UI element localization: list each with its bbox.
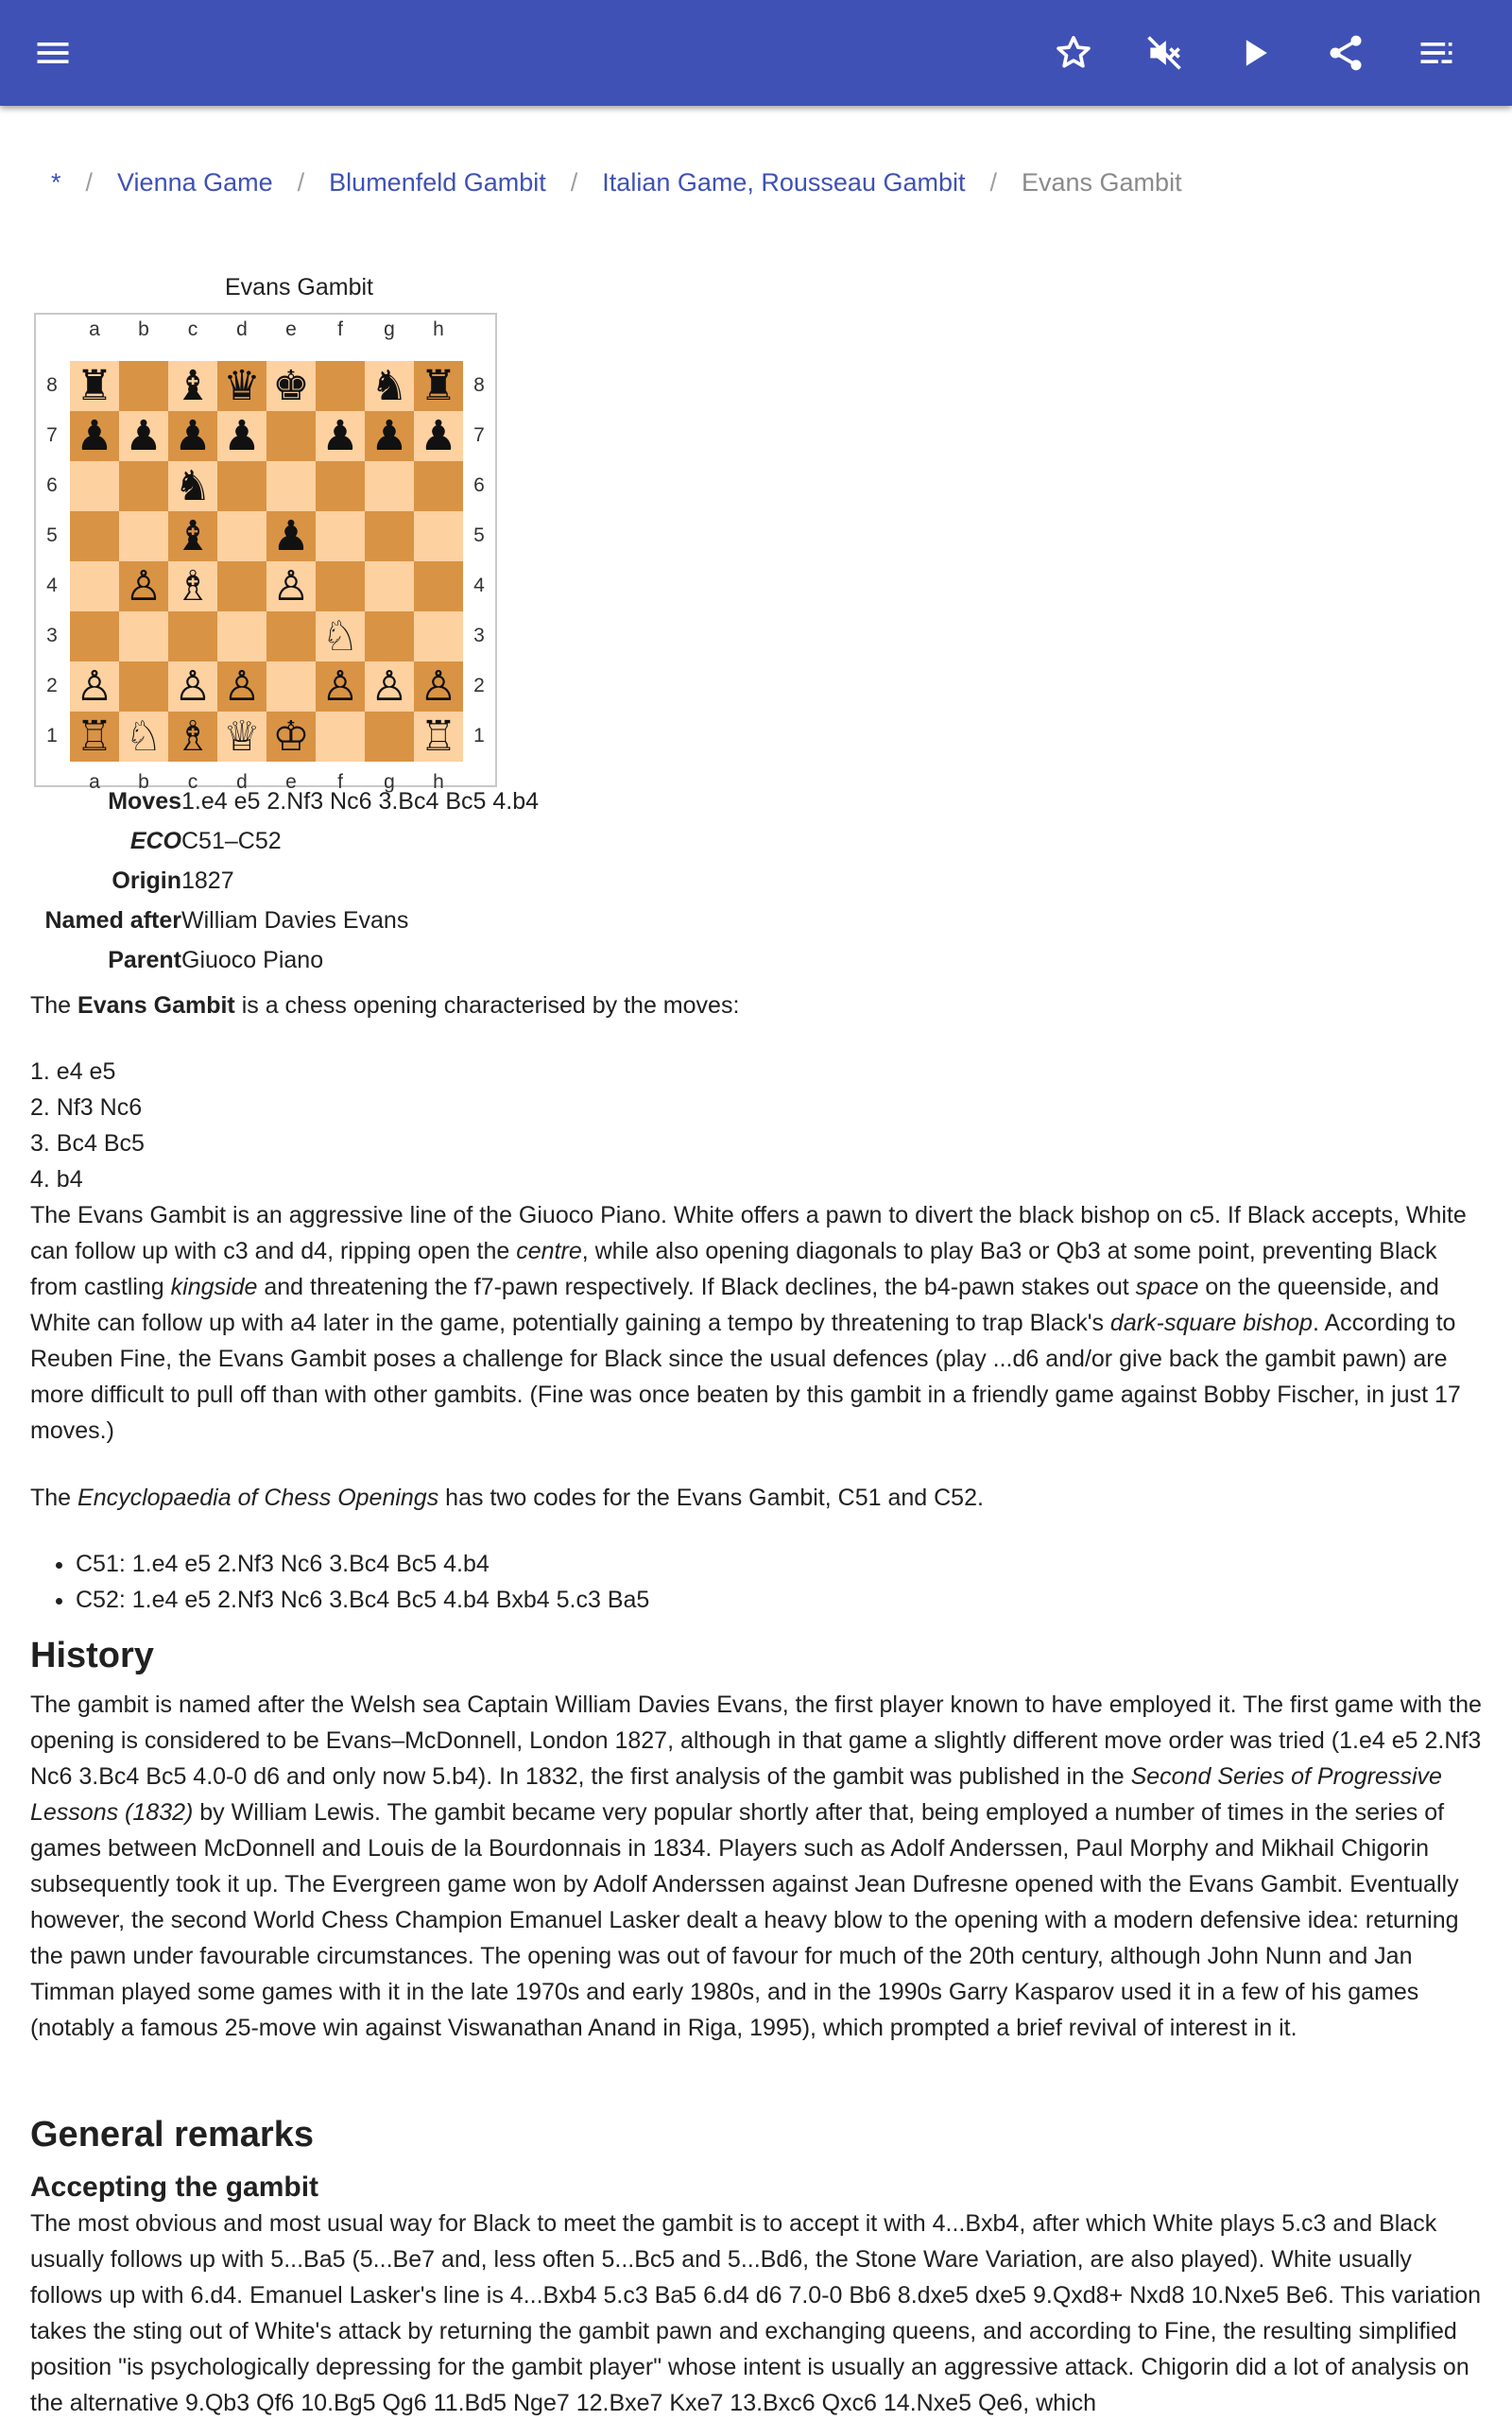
white-pawn-icon: ♙: [76, 661, 113, 711]
white-bishop-icon: ♗: [174, 561, 212, 610]
square-b6: [119, 461, 168, 511]
square-d5: [217, 511, 266, 561]
rank-label-6: 6: [473, 474, 485, 496]
rank-label-2: 2: [46, 675, 58, 696]
black-queen-icon: ♛: [223, 361, 261, 410]
square-d7: [217, 411, 266, 461]
link-dark-square-bishop[interactable]: dark-square bishop: [1109, 1310, 1313, 1336]
info-value: 1.e4 e5 2.Nf3 Nc6 3.Bc4 Bc5 4.b4: [181, 788, 540, 815]
white-pawn-icon: ♙: [272, 561, 310, 610]
text: , while also opening diagonals to play Ba3 or Qb3 at some point, preventing Black from castling: [30, 1238, 1437, 1300]
black-bishop-icon: ♝: [174, 361, 212, 410]
list-item: • C51: 1.e4 e5 2.Nf3 Nc6 3.Bc4 Bc5 4.b4: [76, 1546, 649, 1582]
square-b4: [119, 561, 168, 611]
rank-label-3: 3: [46, 625, 58, 646]
black-rook-icon: ♜: [76, 361, 113, 410]
info-label: Origin: [112, 867, 181, 894]
intro-paragraph: [30, 987, 1482, 1023]
info-value: C51–C52: [181, 828, 282, 854]
square-f6: [316, 461, 365, 511]
file-label-h: h: [433, 318, 444, 340]
intro-opening-name: Evans Gambit: [77, 992, 235, 1019]
mute-button[interactable]: [1138, 26, 1191, 79]
playlist-icon: [1416, 32, 1457, 74]
moves-list: [30, 1054, 145, 1197]
accepting-paragraph: The most obvious and most usual way for Black to meet the gambit is to accept it with 4...Bxb4, after which White plays 5.c3 and Black usually follows up with 5...Ba5 (5...Be7 and, less often 5...Bc5 and 5...Bd6, the Stone Ware Variation, are also played). White usually follows up with 6.d4. Emanuel Lasker's line is 4...Bxb4 5.c3 Ba5 6.d4 d6 7.0-0 Bb6 8.dxe5 dxe5 9.Qxd8+ Nxd8 10.Nxe5 Be6. This variation takes the sting out of White's attack by returning the gambit pawn and exchanging queens, and according to Fine, the resulting simplified position "is psychologically depressing for the gambit player" whose intent is usually an aggressive attack. Chigorin did a lot of analysis on the alternative 9.Qb3 Qf6 10.Bg5 Qg6 11.Bd5 Nge7 12.Bxe7 Kxe7 13.Bxc6 Qxc6 14.Nxe5 Qe6, which: [30, 2210, 1482, 2416]
square-d2: [217, 661, 266, 712]
file-label-e: e: [285, 771, 297, 793]
square-h3: [414, 611, 463, 661]
share-button[interactable]: [1319, 26, 1372, 79]
square-a8: [70, 361, 119, 411]
history-paragraph: [30, 1687, 1482, 2046]
file-label-g: g: [384, 771, 395, 793]
play-button[interactable]: [1228, 26, 1281, 79]
black-knight-icon: ♞: [174, 461, 212, 510]
square-e4: [266, 561, 316, 611]
history-book-title: Second Series of Progressive Lessons (1832): [30, 1763, 1442, 1826]
file-label-h: h: [433, 771, 444, 793]
white-pawn-icon: ♙: [370, 661, 408, 711]
file-label-f: f: [337, 771, 343, 793]
white-knight-icon: ♘: [321, 611, 359, 661]
square-e8: [266, 361, 316, 411]
square-c2: [168, 661, 217, 712]
square-g2: [365, 661, 414, 712]
square-d1: [217, 712, 266, 762]
breadcrumb-separator: /: [989, 168, 997, 197]
file-label-c: c: [187, 771, 198, 793]
info-label[interactable]: ECO: [129, 828, 181, 854]
white-knight-icon: ♘: [125, 712, 163, 761]
square-a2: [70, 661, 119, 712]
intro-text: The: [30, 992, 78, 1019]
square-a7: [70, 411, 119, 461]
info-label: Named after: [44, 907, 181, 934]
info-label: Moves: [108, 788, 181, 815]
square-c7: [168, 411, 217, 461]
square-c6: [168, 461, 217, 511]
link-eco-book[interactable]: Encyclopaedia of Chess Openings: [77, 1485, 439, 1511]
file-label-e: e: [285, 318, 297, 340]
square-f3: [316, 611, 365, 661]
square-c1: [168, 712, 217, 762]
rank-label-1: 1: [473, 725, 485, 747]
white-rook-icon: ♖: [76, 712, 113, 761]
file-label-d: d: [236, 771, 248, 793]
black-bishop-icon: ♝: [174, 511, 212, 560]
volume-off-icon: [1143, 32, 1185, 74]
link-centre[interactable]: centre: [516, 1238, 582, 1264]
board-caption: Evans Gambit: [225, 274, 374, 300]
file-label-d: d: [236, 318, 248, 340]
rank-label-1: 1: [46, 725, 58, 747]
square-g6: [365, 461, 414, 511]
info-label: Parent: [108, 947, 181, 973]
square-h7: [414, 411, 463, 461]
text: by William Lewis. The gambit became very popular shortly after that, being employed a number of times in the series of games between McDonnell and Louis de la Bourdonnais in 1834. Players such as Adolf Anderssen, Paul Morphy and Mikhail Chigorin subsequently took it up. The Evergreen game won by Adolf Anderssen against Jean Dufresne opened with the Evans Gambit. Eventually however, the second World Chess Champion Emanuel Lasker dealt a heavy blow to the opening with a modern defensive idea: returning the pawn under favourable circumstances. The opening was out of favour for much of the 20th century, although John Nunn and Jan Timman played some games with it in the late 1970s and early 1980s, and in the 1990s Garry Kasparov used it in a few of his games (notably a famous 25-move win against Viswanathan Anand in Riga, 1995), which prompted a brief revival of interest in it.: [30, 1799, 1459, 2041]
square-f7: [316, 411, 365, 461]
eco-codes-list: [45, 1546, 649, 1618]
square-f5: [316, 511, 365, 561]
square-c8: [168, 361, 217, 411]
square-g8: [365, 361, 414, 411]
square-h6: [414, 461, 463, 511]
text: and threatening the f7-pawn respectively. If Black declines, the b4-pawn stakes out: [257, 1274, 1136, 1300]
contents-button[interactable]: [1410, 26, 1463, 79]
rank-label-8: 8: [473, 374, 485, 396]
file-label-c: c: [187, 318, 198, 340]
square-b7: [119, 411, 168, 461]
rank-label-3: 3: [473, 625, 485, 646]
breadcrumb: [51, 168, 1182, 197]
file-label-g: g: [384, 318, 395, 340]
black-pawn-icon: ♟: [76, 411, 113, 460]
breadcrumb-current: Evans Gambit: [1022, 168, 1182, 197]
square-d8: [217, 361, 266, 411]
square-b8: [119, 361, 168, 411]
rank-label-7: 7: [46, 424, 58, 446]
link-kingside[interactable]: kingside: [170, 1274, 258, 1300]
text: The Evans Gambit is an aggressive line of the Giuoco Piano. White offers a pawn to divert the black bishop on c5. If Black accepts, White can follow up with c3 and d4, ripping open the: [30, 1202, 1467, 1264]
text: The gambit is named after the Welsh sea Captain William Davies Evans, the first player known to have employed it. The first game with the opening is considered to be Evans–McDonnell, London 1827, although in that game a slightly different move order was tried (1.e4 e5 2.Nf3 Nc6 3.Bc4 Bc5 4.0-0 d6 and only now 5.b4). In 1832, the first analysis of the gambit was published in the: [30, 1691, 1482, 1790]
file-label-b: b: [138, 771, 149, 793]
square-a3: [70, 611, 119, 661]
text: . According to Reuben Fine, the Evans Gambit poses a challenge for Black since the usual defences (play ...d6 and/or give back the gambit pawn) are more difficult to pull off than with other gambits. (Fine was once beaten by this gambit in a friendly game against Bobby Fischer, in just 17 moves.): [30, 1310, 1461, 1444]
intro-text: is a chess opening characterised by the moves:: [234, 992, 740, 1019]
square-h8: [414, 361, 463, 411]
file-label-b: b: [138, 318, 149, 340]
info-value: 1827: [181, 867, 234, 894]
general-remarks-heading: General remarks: [30, 2115, 314, 2155]
breadcrumb-separator: /: [85, 168, 94, 197]
square-h2: [414, 661, 463, 712]
square-h4: [414, 561, 463, 611]
square-g7: [365, 411, 414, 461]
square-a1: [70, 712, 119, 762]
white-pawn-icon: ♙: [420, 661, 457, 711]
black-pawn-icon: ♟: [174, 411, 212, 460]
square-e1: [266, 712, 316, 762]
overview-paragraph: [30, 1197, 1482, 1449]
rank-label-4: 4: [46, 575, 58, 596]
breadcrumb-separator: /: [297, 168, 305, 197]
black-pawn-icon: ♟: [125, 411, 163, 460]
black-rook-icon: ♜: [420, 361, 457, 410]
star-icon: [1053, 32, 1094, 74]
list-item: 4. b4: [30, 1166, 83, 1193]
breadcrumb-blumenfeld-gambit[interactable]: Blumenfeld Gambit: [329, 168, 546, 197]
app-bar: [0, 0, 1512, 106]
square-d3: [217, 611, 266, 661]
rank-label-5: 5: [473, 524, 485, 546]
square-g3: [365, 611, 414, 661]
rank-label-4: 4: [473, 575, 485, 596]
breadcrumb-italian-rousseau[interactable]: Italian Game, Rousseau Gambit: [602, 168, 966, 197]
rank-label-7: 7: [473, 424, 485, 446]
black-king-icon: ♚: [272, 361, 310, 410]
breadcrumb-vienna-game[interactable]: Vienna Game: [117, 168, 273, 197]
text: has two codes for the Evans Gambit, C51 and C52.: [438, 1485, 984, 1511]
eco-paragraph: [30, 1480, 1482, 1516]
play-icon: [1234, 32, 1276, 74]
square-g1: [365, 712, 414, 762]
square-f1: [316, 712, 365, 762]
info-value: William Davies Evans: [181, 907, 409, 934]
menu-icon: [32, 32, 74, 74]
list-item: • C52: 1.e4 e5 2.Nf3 Nc6 3.Bc4 Bc5 4.b4 Bxb4 5.c3 Ba5: [76, 1582, 649, 1618]
breadcrumb-home[interactable]: *: [51, 168, 61, 197]
rank-label-8: 8: [46, 374, 58, 396]
white-pawn-icon: ♙: [321, 661, 359, 711]
white-pawn-icon: ♙: [174, 661, 212, 711]
list-item: 3. Bc4 Bc5: [30, 1130, 145, 1157]
square-d6: [217, 461, 266, 511]
list-item: 1. e4 e5: [30, 1058, 116, 1085]
favorite-button[interactable]: [1047, 26, 1100, 79]
info-value: Giuoco Piano: [181, 947, 324, 973]
square-a4: [70, 561, 119, 611]
square-f4: [316, 561, 365, 611]
text: on the queenside, and White can follow up with a4 later in the game, potentially gaining a tempo by threatening to trap Black's: [30, 1274, 1439, 1336]
link-space[interactable]: space: [1135, 1274, 1199, 1300]
menu-button[interactable]: [26, 26, 79, 79]
breadcrumb-separator: /: [570, 168, 578, 197]
square-e6: [266, 461, 316, 511]
square-e2: [266, 661, 316, 712]
square-c3: [168, 611, 217, 661]
share-icon: [1325, 32, 1366, 74]
square-f8: [316, 361, 365, 411]
square-e7: [266, 411, 316, 461]
accepting-gambit-heading: Accepting the gambit: [30, 2172, 319, 2203]
square-g4: [365, 561, 414, 611]
square-b1: [119, 712, 168, 762]
square-g5: [365, 511, 414, 561]
file-label-a: a: [89, 771, 100, 793]
black-pawn-icon: ♟: [370, 411, 408, 460]
black-pawn-icon: ♟: [321, 411, 359, 460]
black-pawn-icon: ♟: [272, 511, 310, 560]
square-a6: [70, 461, 119, 511]
black-knight-icon: ♞: [370, 361, 408, 410]
square-b5: [119, 511, 168, 561]
file-label-a: a: [89, 318, 100, 340]
square-b3: [119, 611, 168, 661]
white-rook-icon: ♖: [420, 712, 457, 761]
white-queen-icon: ♕: [223, 712, 261, 761]
square-c5: [168, 511, 217, 561]
white-king-icon: ♔: [272, 712, 310, 761]
square-e3: [266, 611, 316, 661]
rank-label-2: 2: [473, 675, 485, 696]
square-a5: [70, 511, 119, 561]
black-pawn-icon: ♟: [420, 411, 457, 460]
black-pawn-icon: ♟: [223, 411, 261, 460]
square-h5: [414, 511, 463, 561]
list-item: 2. Nf3 Nc6: [30, 1094, 143, 1121]
square-e5: [266, 511, 316, 561]
white-pawn-icon: ♙: [125, 561, 163, 610]
white-pawn-icon: ♙: [223, 661, 261, 711]
history-heading: History: [30, 1636, 154, 1675]
file-label-f: f: [337, 318, 343, 340]
white-bishop-icon: ♗: [174, 712, 212, 761]
square-d4: [217, 561, 266, 611]
square-h1: [414, 712, 463, 762]
rank-label-5: 5: [46, 524, 58, 546]
chess-board: [34, 313, 497, 793]
square-c4: [168, 561, 217, 611]
text: The: [30, 1485, 78, 1511]
square-f2: [316, 661, 365, 712]
rank-label-6: 6: [46, 474, 58, 496]
square-b2: [119, 661, 168, 712]
